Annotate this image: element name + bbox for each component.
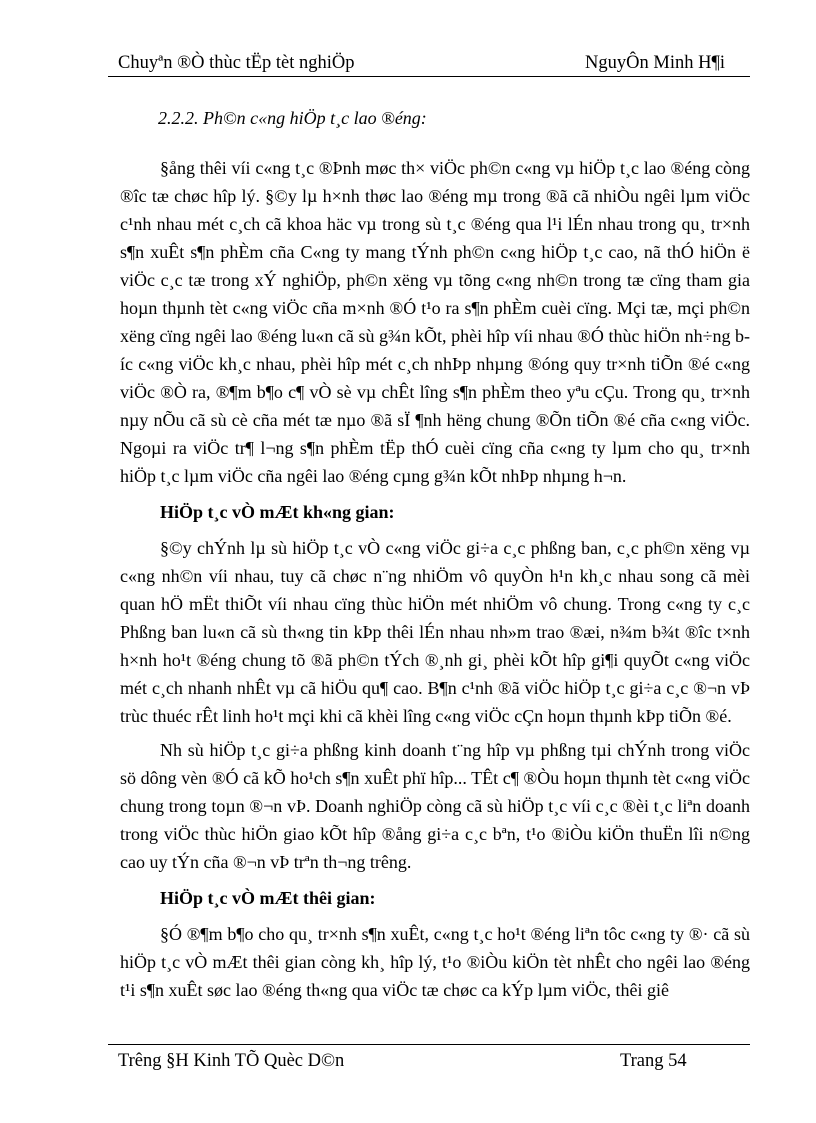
paragraph: §Ó ®¶m b¶o cho qu¸ tr×nh s¶n xuÊt, c«ng t¸c ho¹t ®éng liªn tôc c«ng ty ®· cã sù hiÖp t¸c vÒ mÆt thêi gian còng kh¸ hîp lý, t¹o ®iÒu kiÖn tèt nhÊt cho ngêi lao ®éng t¹i s¶n xuÊt søc lao ®éng th«ng qua viÖc tæ chøc ca kÝp lµm viÖc, thêi giê: [120, 924, 750, 1000]
header-title: Chuyªn ®Ò thùc tËp tèt nghiÖp: [118, 53, 355, 73]
subsection-heading-time: HiÖp t¸c vÒ mÆt thêi gian:: [160, 888, 376, 908]
header-author: NguyÔn Minh H¶i: [585, 53, 725, 73]
document-body: [120, 100, 750, 1010]
paragraph: §©y chÝnh lµ sù hiÖp t¸c vÒ c«ng viÖc gi÷a c¸c phßng ban, c¸c ph©n xëng vµ c«ng nh©n víi nhau, tuy cã chøc n¨ng nhiÖm vô quyÒn h¹n kh¸c nhau song cã mèi quan hÖ mËt thiÕt víi nhau cïng thùc hiÖn mét nhiÖm vô chung. Trong c«ng ty c¸c Phßng ban lu«n cã sù th«ng tin kÞp thêi lÉn nhau nh»m trao ®æi, n¾m b¾t ®îc t×nh h×nh ho¹t ®éng chung tõ ®ã ph©n tÝch ®¸nh gi¸ phèi kÕt hîp gi¶i quyÕt c«ng viÖc mét c¸ch nhanh nhÊt vµ cã hiÖu qu¶ cao. B¶n c¹nh ®ã viÖc hiÖp t¸c gi÷a c¸c ®¬n vÞ trùc thuéc rÊt linh ho¹t mçi khi cã khèi lîng c«ng viÖc cÇn hoµn thµnh kÞp tiÕn ®é.: [120, 538, 750, 726]
paragraph: Nh sù hiÖp t¸c gi÷a phßng kinh doanh t¨ng hîp vµ phßng tµi chÝnh trong viÖc sö dông vèn ®Ó cã kÕ ho¹ch s¶n xuÊt phï hîp... TÊt c¶ ®Òu hoµn thµnh tèt c«ng viÖc chung trong toµn ®¬n vÞ. Doanh nghiÖp còng cã sù hiÖp t¸c víi c¸c ®èi t¸c liªn doanh trong viÖc thùc hiÖn giao kÕt hîp ®ång gi÷a c¸c bªn, t¹o ®iÒu kiÖn thuËn lîi n©ng cao uy tÝn cña ®¬n vÞ trªn th¬ng trêng.: [120, 740, 750, 872]
page-number: Trang 54: [620, 1051, 687, 1071]
section-title: 2.2.2. Ph©n c«ng hiÖp t¸c lao ®éng:: [158, 108, 427, 128]
subsection-heading-space: HiÖp t¸c vÒ mÆt kh«ng gian:: [160, 502, 395, 522]
paragraph: §ång thêi víi c«ng t¸c ®Þnh møc th× viÖc ph©n c«ng vµ hiÖp t¸c lao ®éng còng ®îc tæ chøc hîp lý. §©y lµ h×nh thøc lao ®éng mµ trong ®ã cã nhiÒu ngêi lµm viÖc c¹nh nhau mét c¸ch cã khoa häc vµ trong sù t¸c ®éng qua l¹i lÉn nhau trong qu¸ tr×nh s¶n xuÊt s¶n phÈm cña C«ng ty mang tÝnh ph©n c«ng hiÖp t¸c cao, nã thÓ hiÖn ë viÖc c¸c tæ trong xÝ nghiÖp, ph©n xëng vµ tõng c«ng nh©n trong tæ cïng tham gia hoµn thµnh tèt c«ng viÖc cña m×nh ®Ó t¹o ra s¶n phÈm cuèi cïng. Mçi tæ, mçi ph©n xëng cïng ngêi lao ®éng lu«n cã sù g¾n kÕt, phèi hîp víi nhau ®Ó thùc hiÖn nh÷ng bíc c«ng viÖc kh¸c nhau, phèi hîp mét c¸ch nhÞp nhµng ®óng quy tr×nh tiÕn ®é c«ng viÖc ®Ò ra, ®¶m b¶o c¶ vÒ sè vµ chÊt lîng s¶n phÈm theo yªu cÇu. Trong qu¸ tr×nh nµy nÕu cã sù cè cña mét tæ nµo ®ã sÏ ¶nh hëng chung ®Õn tiÕn ®é cña c«ng viÖc. Ngoµi ra viÖc tr¶ l¬ng s¶n phÈm tËp thÓ cuèi cïng cña c«ng ty lµm cho qu¸ tr×nh hiÖp t¸c lµm viÖc cña ngêi lao ®éng cµng g¾n kÕt nhÞp nhµng h¬n.: [120, 158, 750, 486]
page-footer: [108, 1044, 750, 1075]
footer-school: Trêng §H Kinh TÕ Quèc D©n: [118, 1051, 345, 1071]
page-header: [108, 50, 750, 77]
